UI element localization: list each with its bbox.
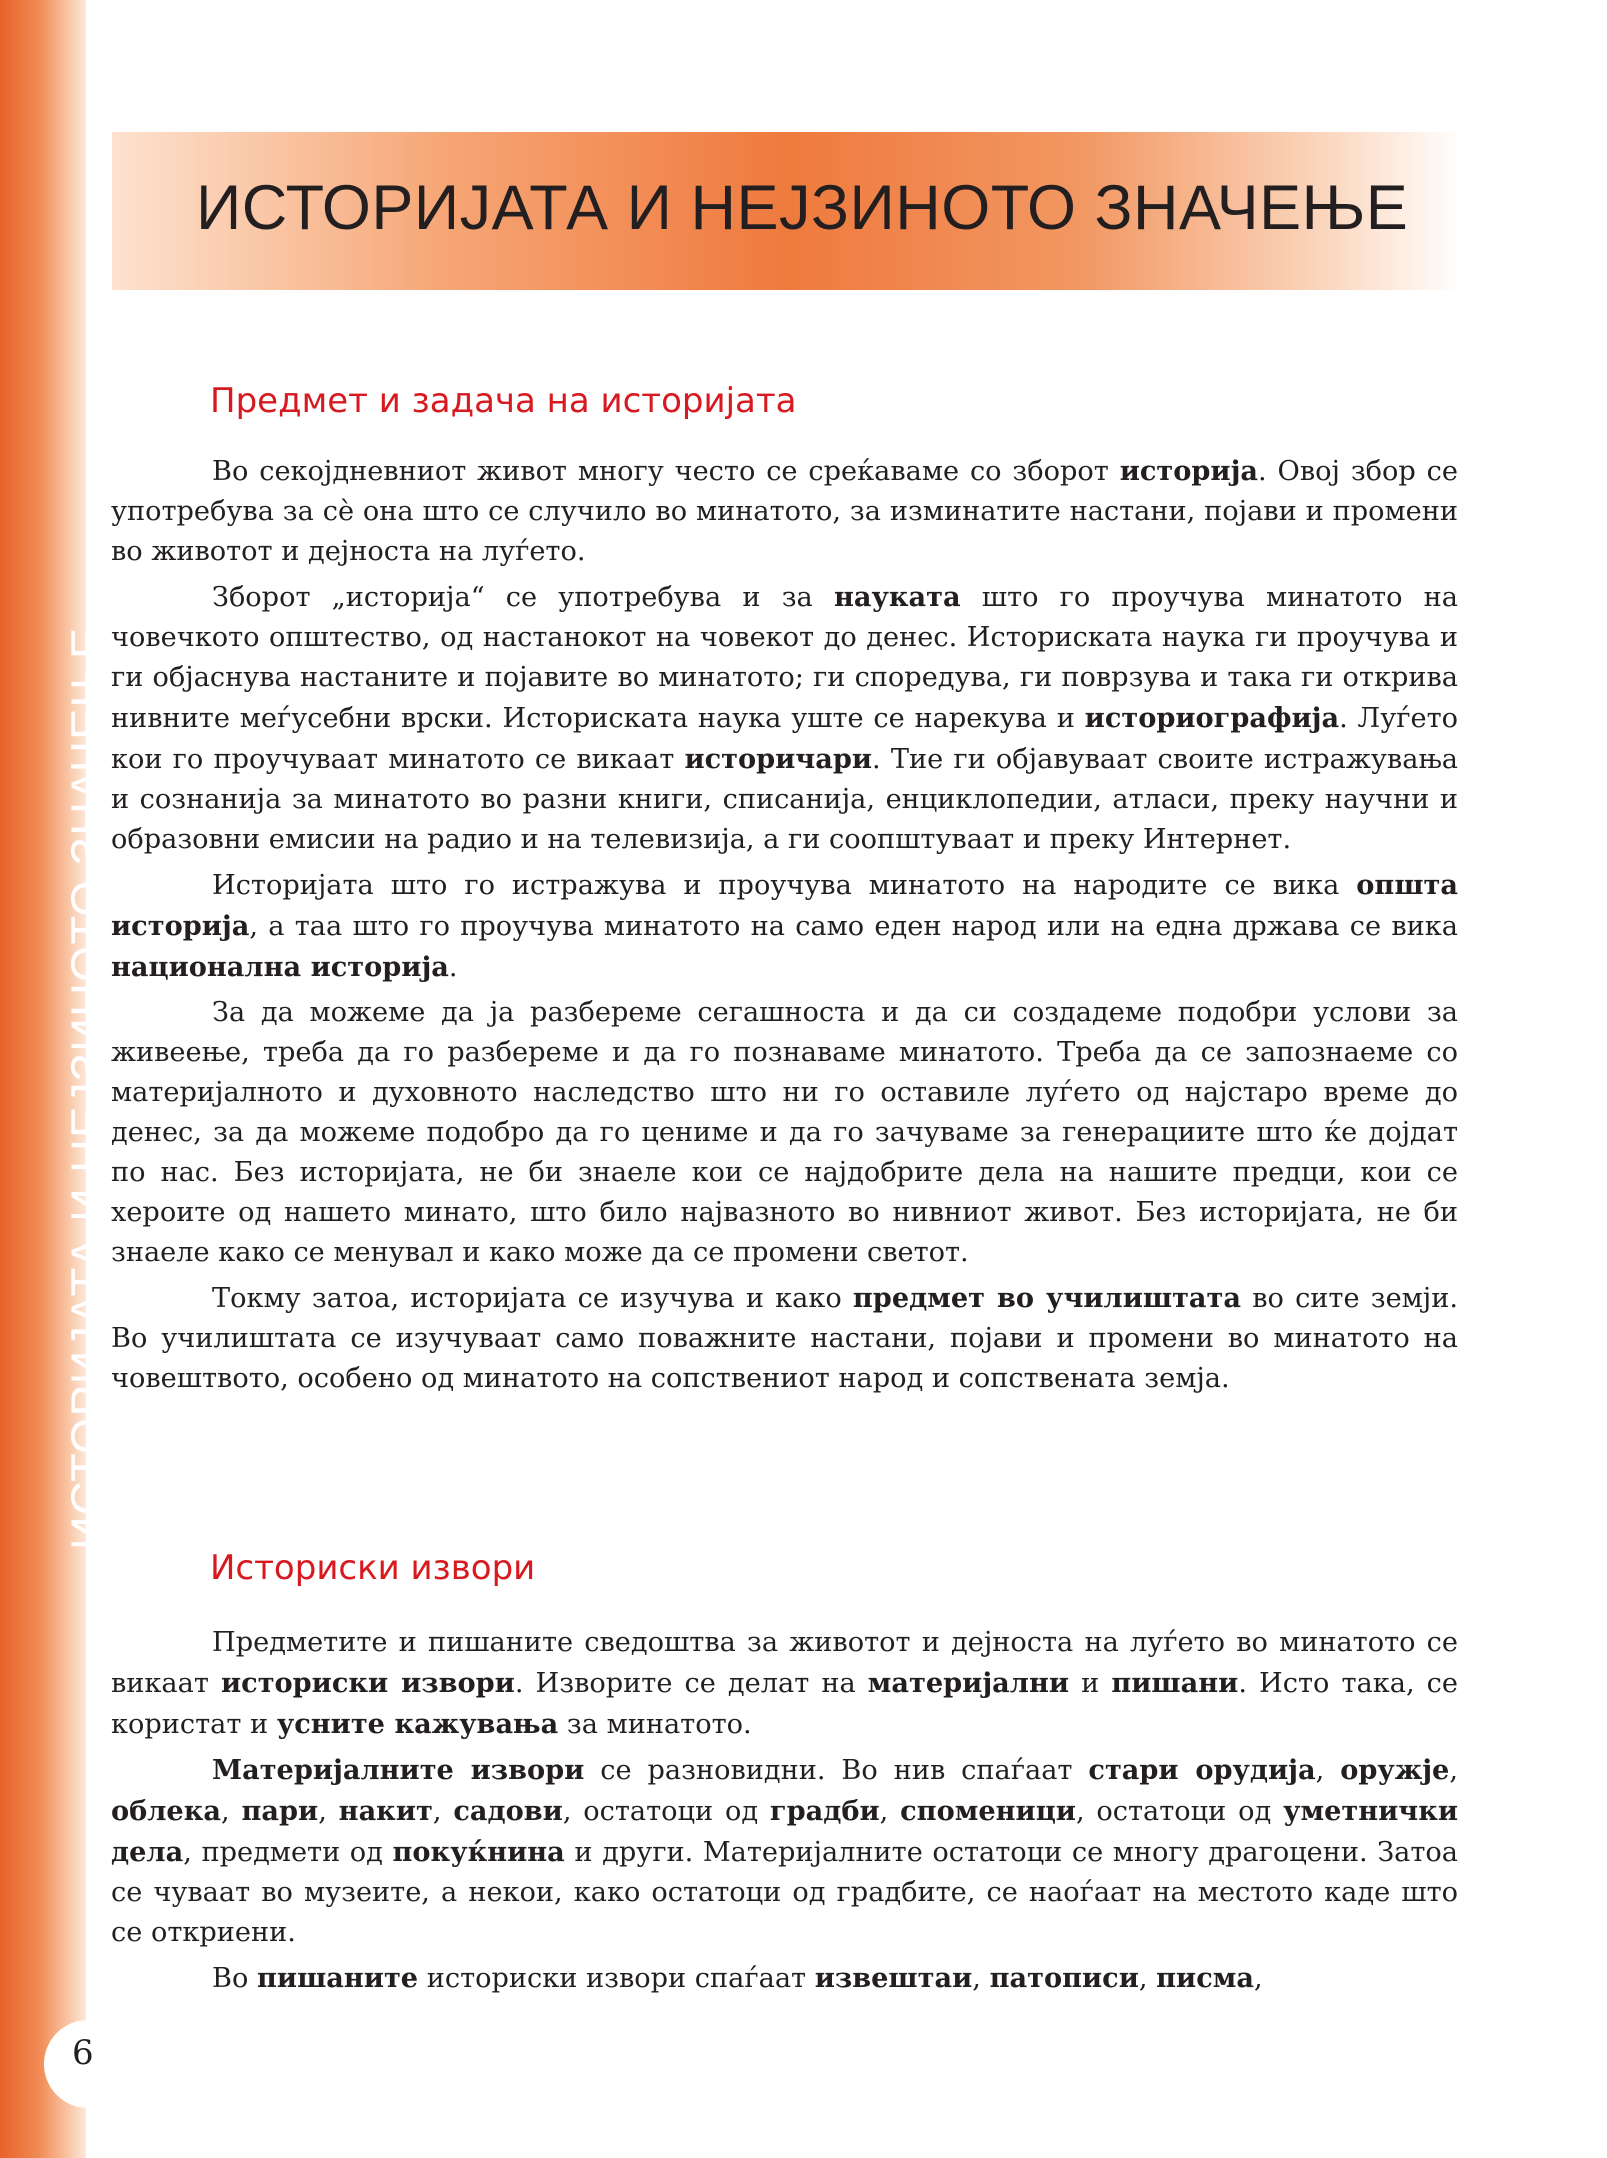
section-heading-subject: Предмет и задача на историјата — [210, 381, 797, 421]
paragraph: Во пишаните историски извори спаѓаат извештаи, патописи, писма, — [212, 1962, 1263, 1994]
page-number: 6 — [72, 2033, 94, 2073]
sidebar-title: ИСТОРИЈАТА И НЕЈЗИНОТО ЗНАЧЕЊЕ — [61, 626, 114, 1550]
paragraph: За да можеме да ја разбереме сегашноста и да си создадеме подобри услови за живеење, треба да го разбереме и да го познаваме минатото. Треба да се запознаеме со материјалното и духовното наследство што ни го оставиле луѓето од најстаро време до денес, за да можеме подобро да го цениме и да го зачуваме за генерациите што ќе дојдат по нас. Без историјата, не би знаеле кои се најдобрите дела на нашите предци, кои се хероите од нашето минато, што било највазното во нивниот живот. Без историјата, не би знаеле како се менувал и како може да се промени светот. — [111, 997, 1458, 1268]
paragraph: Токму затоа, историјата се изучува и како предмет во училиштата во сите земји. Во училиштата се изучуваат само поважните настани, појави и промени во минатото на човештвото, особено од минатото на сопствениот народ и сопствената земја. — [111, 1282, 1458, 1394]
sidebar-band — [0, 0, 114, 2158]
paragraph: Предметите и пишаните сведоштва за животот и дејноста на луѓето во минатото се викаат историски извори. Изворите се делат на материјални и пишани. Исто така, се користат и усните кажувања за минатото. — [111, 1627, 1458, 1740]
paragraph: Зборот „историја“ се употребува и за науката што го проучува минатото на човечкото општество, од настанокот на човекот до денес. Историската наука ги проучува и ги објаснува настаните и појавите во минатото; ги споредува, ги поврзува и така ги открива нивните меѓусебни врски. Историската наука уште се нарекува и историографија. Луѓето кои го проучуваат минатото се викаат историчари. Тие ги објавуваат своите истражувања и сознанија за минатото во разни книги, списанија, енциклопедии, атласи, преку научни и образовни емисии на радио и на телевизија, а ги соопштуваат и преку Интернет. — [111, 581, 1459, 855]
chapter-title: ИСТОРИЈАТА И НЕЈЗИНОТО ЗНАЧЕЊЕ — [196, 173, 1409, 243]
section-body-subject — [111, 451, 1458, 1404]
section-heading-sources: Историски извори — [210, 1548, 536, 1588]
paragraph: Историјата што го истражува и проучува минатото на народите се вика општа историја, а таа што го проучува минатото на само еден народ или на една држава се вика национална историја. — [111, 869, 1458, 983]
section-body-sources — [111, 1623, 1458, 2004]
paragraph: Материјалните извори се разновидни. Во нив спаѓаат стари орудија, оружје, облека, пари, накит, садови, остатоци од градби, споменици, остатоци од уметнички дела, предмети од покуќнина и други. Материјалните остатоци се многу драгоцени. Затоа се чуваат во музеите, а некои, како остатоци од градбите, се наоѓаат на местото каде што се откриени. — [111, 1754, 1459, 1948]
paragraph: Во секојдневниот живот многу често се среќаваме со зборот историја. Овој збор се употребува за сè она што се случило во минатото, за изминатите настани, појави и промени во животот и дејноста на луѓето. — [111, 455, 1459, 567]
